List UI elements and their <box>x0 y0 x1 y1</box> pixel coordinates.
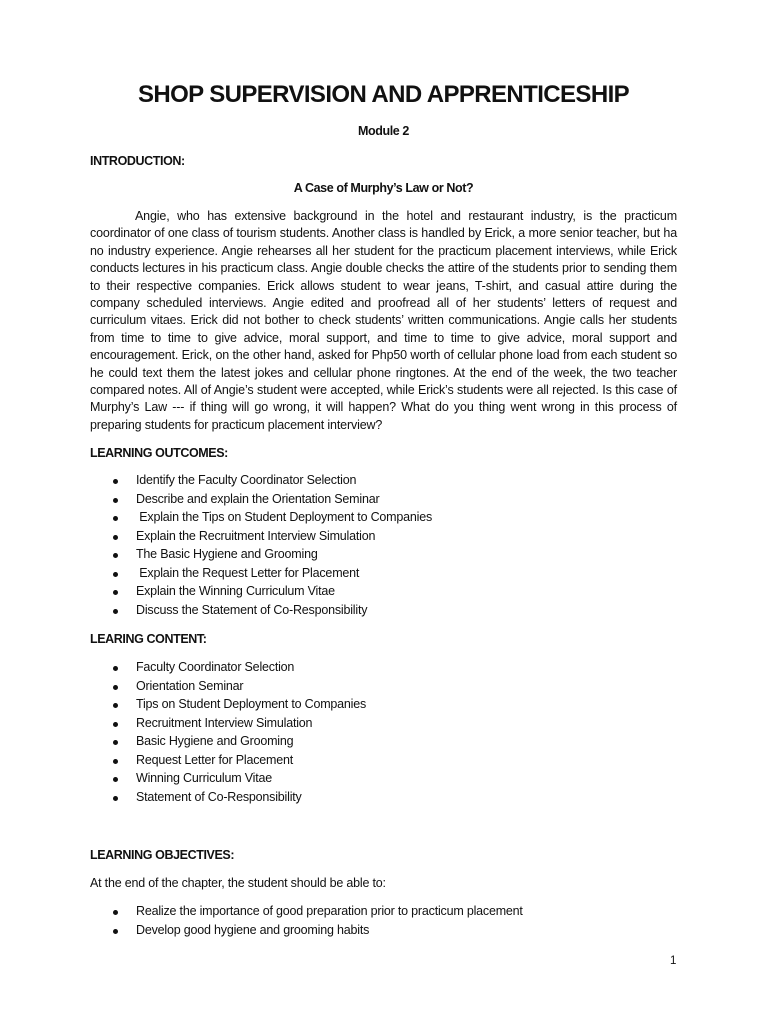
introduction-heading: INTRODUCTION: <box>90 154 185 168</box>
list-item <box>110 923 523 942</box>
bullet-icon <box>113 777 118 782</box>
list-item-text: Winning Curriculum Vitae <box>136 771 272 785</box>
list-item-text: Statement of Co-Responsibility <box>136 789 302 804</box>
list-item-text: Explain the Request Letter for Placement <box>136 565 360 580</box>
bullet-icon <box>113 553 118 558</box>
learning-content-list <box>110 660 366 808</box>
objectives-intro: At the end of the chapter, the student should be able to: <box>90 876 386 890</box>
learning-objectives-list <box>110 904 523 941</box>
bullet-icon <box>113 703 118 708</box>
bullet-icon <box>113 910 118 915</box>
list-item-text: Faculty Coordinator Selection <box>136 660 295 674</box>
list-item <box>110 660 366 679</box>
list-item <box>110 697 366 716</box>
list-item <box>110 584 432 603</box>
list-item <box>110 547 432 566</box>
list-item <box>110 753 366 772</box>
bullet-icon <box>113 666 118 671</box>
case-title: A Case of Murphy’s Law or Not? <box>293 181 474 195</box>
bullet-icon <box>113 929 118 934</box>
list-item-text: Basic Hygiene and Grooming <box>136 734 294 748</box>
list-item <box>110 679 366 698</box>
list-item-text: Discuss the Statement of Co-Responsibility <box>136 602 368 617</box>
list-item <box>110 473 432 492</box>
learning-outcomes-list <box>110 473 432 621</box>
list-item-text: The Basic Hygiene and Grooming <box>136 547 318 561</box>
learning-content-heading: LEARING CONTENT: <box>90 632 207 646</box>
list-item-text: Explain the Tips on Student Deployment to Companies <box>136 510 433 524</box>
list-item-text: Explain the Recruitment Interview Simulation <box>136 528 376 543</box>
bullet-icon <box>113 535 118 540</box>
bullet-icon <box>113 590 118 595</box>
bullet-icon <box>113 796 118 801</box>
list-item <box>110 771 366 790</box>
list-item <box>110 904 523 923</box>
list-item-text: Orientation Seminar <box>136 678 244 693</box>
module-label: Module 2 <box>358 124 409 138</box>
bullet-icon <box>113 722 118 727</box>
list-item <box>110 716 366 735</box>
list-item <box>110 603 432 622</box>
list-item-text: Realize the importance of good preparation prior to practicum placement <box>136 904 523 918</box>
bullet-icon <box>113 498 118 503</box>
bullet-icon <box>113 572 118 577</box>
list-item-text: Tips on Student Deployment to Companies <box>136 697 367 711</box>
list-item-text: Request Letter for Placement <box>136 752 293 767</box>
list-item <box>110 492 432 511</box>
page-number: 1 <box>670 955 677 967</box>
learning-outcomes-heading: LEARNING OUTCOMES: <box>90 446 228 460</box>
bullet-icon <box>113 479 118 484</box>
list-item <box>110 566 432 585</box>
list-item-text: Explain the Winning Curriculum Vitae <box>136 584 335 598</box>
bullet-icon <box>113 685 118 690</box>
bullet-icon <box>113 516 118 521</box>
document-title: SHOP SUPERVISION AND APPRENTICESHIP <box>137 81 630 108</box>
bullet-icon <box>113 740 118 745</box>
list-item-text: Identify the Faculty Coordinator Selection <box>136 473 357 487</box>
bullet-icon <box>113 759 118 764</box>
learning-objectives-heading: LEARNING OBJECTIVES: <box>90 848 235 862</box>
list-item <box>110 529 432 548</box>
list-item-text: Describe and explain the Orientation Seminar <box>136 491 380 506</box>
list-item-text: Develop good hygiene and grooming habits <box>136 922 370 937</box>
list-item <box>110 510 432 529</box>
list-item-text: Recruitment Interview Simulation <box>136 715 313 730</box>
document-page <box>90 0 677 1024</box>
bullet-icon <box>113 609 118 614</box>
case-paragraph: Angie, who has extensive background in the hotel and restaurant industry, is the practicum coordinator of one class of tourism students. Another class is handled by Erick, a more senior teacher, but ha no industry experience. Angie rehearses all her student for the practicum placement interviews, while Erick conducts lectures in his practicum class. Angie double checks the attire of the students prior to sending them to their respective companies. Erick allows student to wear jeans, T-shirt, and casual attire during the company scheduled interviews. Angie edited and proofread all of her students’ letters of request and curriculum vitaes. Erick did not bother to check students’ written communications. Angie calls her students from time to time to give advice, moral support, and time to time to give advice, moral support and encouragement. Erick, on the other hand, asked for Php50 worth of cellular phone load from each student so he could text them the latest jokes and cellular phone ringtones. At the end of the week, the two teacher compared notes. All of Angie’s student were accepted, while Erick’s students were all rejected. Is this case of Murphy’s Law --- if thing will go wrong, it will happen? What do you thing went wrong in this process of preparing students for practicum placement interview? <box>90 209 677 432</box>
list-item <box>110 734 366 753</box>
list-item <box>110 790 366 809</box>
